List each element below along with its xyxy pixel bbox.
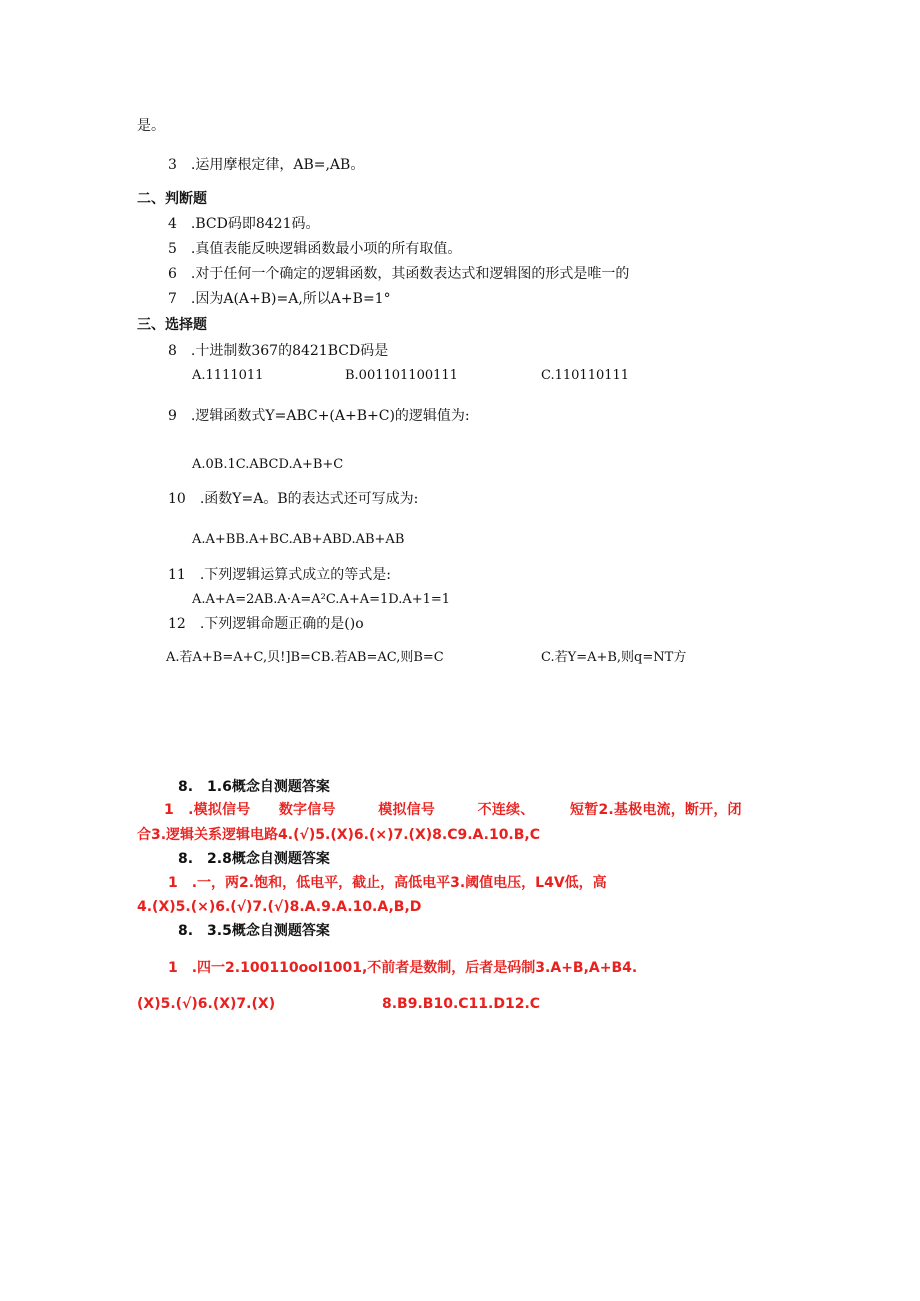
question-8-option-c: C.110110111 bbox=[541, 368, 630, 383]
question-8-option-b: B.001101100111 bbox=[345, 368, 458, 383]
answer-3-5-line-1: 1 .四一2.100110ooI1001,不前者是数制，后者是码制3.A+B,A+B4. bbox=[168, 960, 638, 976]
question-11: 11 .下列逻辑运算式成立的等式是: bbox=[168, 567, 391, 583]
answer-title-3-5: 8. 3.5概念自测题答案 bbox=[178, 923, 330, 939]
question-5: 5 .真值表能反映逻辑函数最小项的所有取值。 bbox=[168, 241, 462, 257]
answer-2-8-line-2: 4.(X)5.(×)6.(√)7.(√)8.A.9.A.10.A,B,D bbox=[137, 899, 422, 915]
answer-3-5-line-2b: 8.B9.B10.C11.D12.C bbox=[382, 996, 541, 1012]
question-6: 6 .对于任何一个确定的逻辑函数，其函数表达式和逻辑图的形式是唯一的 bbox=[168, 266, 630, 282]
answer-1-6-line-1: 1 .模拟信号 数字信号 模拟信号 不连续、 短暂2.基极电流，断开，闭 bbox=[164, 802, 742, 818]
answer-3-5-line-2a: (X)5.(√)6.(X)7.(X) bbox=[137, 996, 276, 1012]
section-title-judgment: 二、判断题 bbox=[137, 191, 207, 207]
question-7: 7 .因为A(A+B)=A,所以A+B=1° bbox=[168, 291, 391, 307]
question-12-options-ab: A.若A+B=A+C,贝!]B=CB.若AB=AC,则B=C bbox=[166, 650, 444, 665]
question-9: 9 .逻辑函数式Y=ABC+(A+B+C)的逻辑值为: bbox=[168, 408, 470, 424]
question-10-options: A.A+BB.A+BC.AB+ABD.AB+AB bbox=[192, 532, 405, 547]
question-11-options: A.A+A=2AB.A·A=A²C.A+A=1D.A+1=1 bbox=[192, 592, 451, 607]
answer-2-8-line-1: 1 .一，两2.饱和，低电平，截止，高低电平3.阈值电压，L4V低，高 bbox=[168, 875, 607, 891]
section-title-choice: 三、选择题 bbox=[137, 317, 207, 333]
question-12-option-c: C.若Y=A+B,则q=NT方 bbox=[541, 650, 687, 665]
answer-1-6-line-2: 合3.逻辑关系逻辑电路4.(√)5.(X)6.(×)7.(X)8.C9.A.10.B,C bbox=[137, 827, 541, 843]
question-10: 10 .函数Y=A。B的表达式还可写成为: bbox=[168, 491, 419, 507]
question-8: 8 .十进制数367的8421BCD码是 bbox=[168, 343, 389, 359]
question-12: 12 .下列逻辑命题正确的是()o bbox=[168, 616, 364, 632]
answer-title-1-6: 8. 1.6概念自测题答案 bbox=[178, 779, 330, 795]
question-9-options: A.0B.1C.ABCD.A+B+C bbox=[192, 457, 344, 472]
question-8-option-a: A.1111011 bbox=[192, 368, 264, 383]
answer-title-2-8: 8. 2.8概念自测题答案 bbox=[178, 851, 330, 867]
question-4: 4 .BCD码即8421码。 bbox=[168, 216, 320, 232]
question-3: 3 .运用摩根定律，AB=,AB。 bbox=[168, 157, 365, 173]
text-continuation: 是。 bbox=[137, 118, 165, 134]
